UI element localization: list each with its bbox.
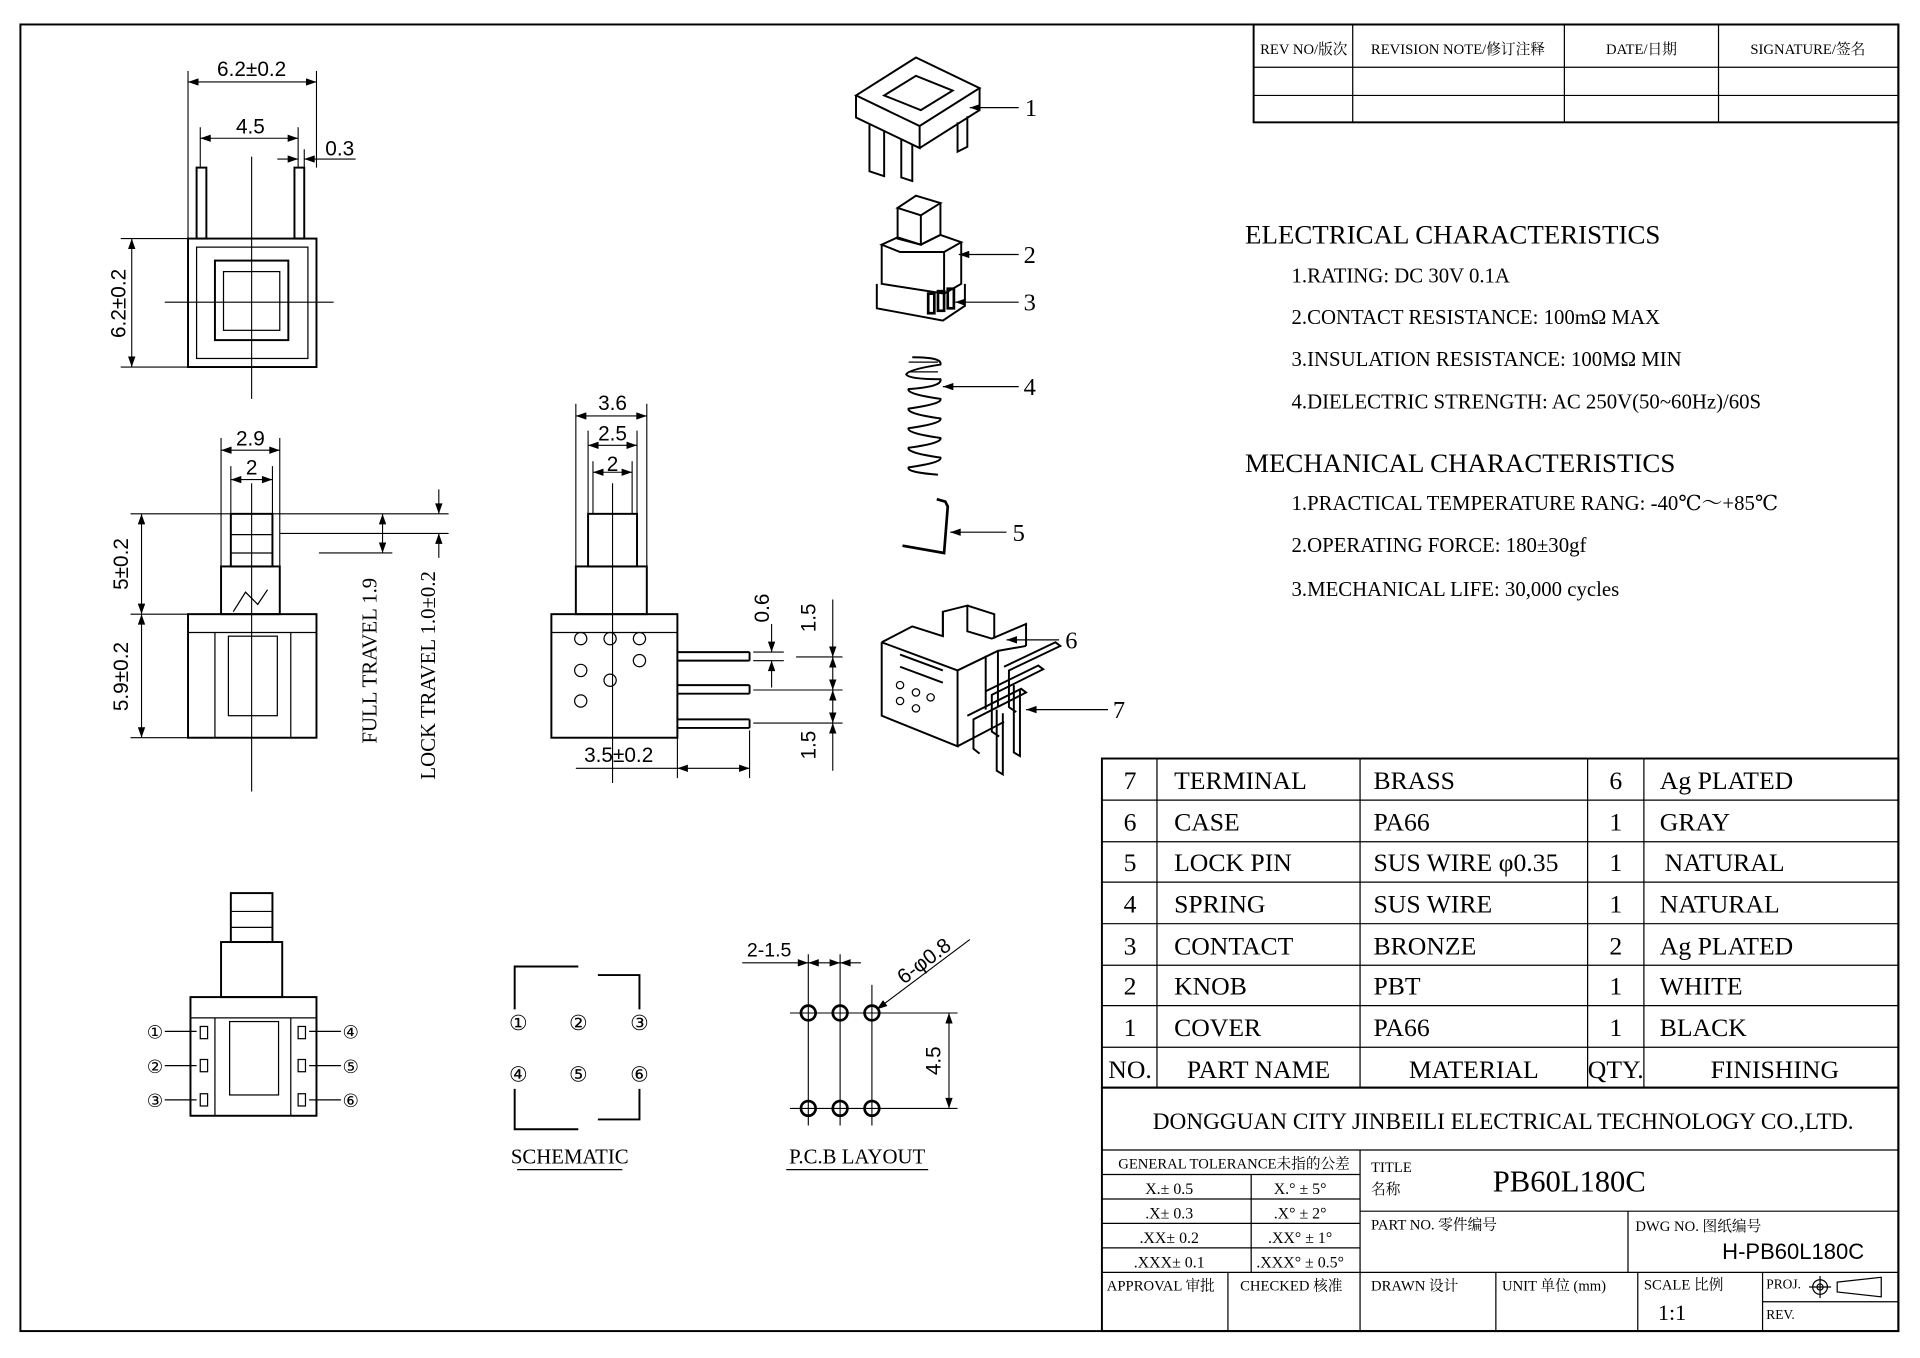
side-view <box>110 427 449 791</box>
schematic-pin-5: ⑤ <box>568 1062 588 1087</box>
title-block <box>1102 1088 1898 1331</box>
bom-row <box>1124 766 1794 795</box>
dim-side-body-height: 5.9±0.2 <box>110 641 134 712</box>
tolerance-table <box>1102 1155 1360 1272</box>
bom-table <box>1102 759 1898 1088</box>
pcb-layout-label: P.C.B LAYOUT <box>789 1145 926 1169</box>
callout-5: 5 <box>1012 519 1025 547</box>
bom-qty: 1 <box>1609 971 1623 1001</box>
pin-label-3: ③ <box>146 1091 164 1113</box>
mechanical-item: 1.PRACTICAL TEMPERATURE RANG: -40℃～+85℃ <box>1291 492 1779 516</box>
schematic-label: SCHEMATIC <box>510 1145 629 1169</box>
title-label-cn: 名称 <box>1371 1182 1401 1199</box>
dim-front-pin-thickness: 0.6 <box>751 593 775 623</box>
top-view <box>108 58 356 399</box>
tolerance-linear: X.± 0.5 <box>1145 1181 1194 1199</box>
bom-no: 2 <box>1123 971 1137 1001</box>
drawing-title: PB60L180C <box>1492 1164 1646 1199</box>
checked-label: CHECKED 核准 <box>1240 1278 1343 1295</box>
callout-7: 7 <box>1112 697 1126 725</box>
mechanical-item: 3.MECHANICAL LIFE: 30,000 cycles <box>1291 577 1620 601</box>
bom-header-material: MATERIAL <box>1408 1054 1539 1084</box>
drawn-label: DRAWN 设计 <box>1371 1278 1459 1295</box>
bom-finishing: WHITE <box>1659 971 1743 1001</box>
bom-finishing: NATURAL <box>1664 848 1785 878</box>
approval-label: APPROVAL 审批 <box>1106 1278 1215 1295</box>
rev-header-date: DATE/日期 <box>1605 41 1677 58</box>
bom-part: COVER <box>1174 1013 1262 1043</box>
pin-label-4: ④ <box>342 1022 359 1044</box>
scale-label: SCALE 比例 <box>1643 1277 1724 1294</box>
electrical-title: ELECTRICAL CHARACTERISTICS <box>1245 219 1661 250</box>
dim-front-pin-length: 3.5±0.2 <box>584 744 654 768</box>
tolerance-angular: X.° ± 5° <box>1273 1181 1327 1199</box>
dwg-no-label: DWG NO. 图纸编号 <box>1635 1218 1762 1235</box>
mechanical-title: MECHANICAL CHARACTERISTICS <box>1245 448 1676 479</box>
electrical-characteristics <box>1245 219 1761 413</box>
dim-pcb-holes: 6-φ0.8 <box>893 933 956 989</box>
bom-part: KNOB <box>1174 971 1247 1001</box>
bom-part: CONTACT <box>1174 931 1294 961</box>
tolerance-angular: .XXX° ± 0.5° <box>1256 1254 1344 1272</box>
bom-part: LOCK PIN <box>1174 848 1292 878</box>
proj-label: PROJ. <box>1766 1276 1801 1292</box>
company-name: DONGGUAN CITY JINBEILI ELECTRICAL TECHNOLOGY CO.,LTD. <box>1152 1109 1854 1136</box>
electrical-item: 3.INSULATION RESISTANCE: 100MΩ MIN <box>1291 347 1682 371</box>
unit-label: UNIT 单位 (mm) <box>1501 1278 1607 1295</box>
bom-header-no: NO. <box>1108 1054 1152 1084</box>
bom-qty: 1 <box>1609 889 1623 919</box>
dim-top-pin: 0.3 <box>325 137 355 161</box>
bom-material: SUS WIRE <box>1373 889 1493 919</box>
bom-qty: 1 <box>1609 848 1623 878</box>
schematic-pin-6: ⑥ <box>630 1062 649 1087</box>
schematic-pin-4: ④ <box>509 1062 528 1087</box>
tolerance-header: GENERAL TOLERANCE未指的公差 <box>1118 1156 1350 1173</box>
bom-header-row <box>1108 1055 1839 1084</box>
bom-no: 7 <box>1123 766 1137 796</box>
rev-header-signature: SIGNATURE/签名 <box>1750 41 1866 58</box>
tolerance-linear: .XXX± 0.1 <box>1133 1254 1205 1272</box>
electrical-item: 2.CONTACT RESISTANCE: 100mΩ MAX <box>1291 306 1661 330</box>
projection-symbol-icon <box>1809 1276 1881 1298</box>
callout-2: 2 <box>1023 242 1036 270</box>
bom-finishing: NATURAL <box>1659 889 1780 919</box>
bom-row <box>1124 972 1743 1001</box>
bom-header-qty: QTY. <box>1587 1054 1644 1084</box>
bom-material: SUS WIRE φ0.35 <box>1373 848 1559 878</box>
bom-header-part: PART NAME <box>1186 1054 1331 1084</box>
front-view <box>551 392 842 783</box>
bom-header-finishing: FINISHING <box>1710 1054 1840 1084</box>
mechanical-item: 2.OPERATING FORCE: 180±30gf <box>1291 533 1587 557</box>
bom-qty: 1 <box>1609 807 1623 837</box>
bom-row <box>1124 890 1780 919</box>
dwg-no: H-PB60L180C <box>1722 1238 1865 1264</box>
bom-material: BRASS <box>1373 766 1455 796</box>
dim-top-inner: 4.5 <box>235 115 265 139</box>
schematic-pin-2: ② <box>568 1011 588 1036</box>
bom-row <box>1124 808 1731 837</box>
dim-top-width: 6.2±0.2 <box>217 57 287 81</box>
bom-qty: 1 <box>1609 1013 1623 1043</box>
exploded-view <box>856 58 1125 775</box>
dim-side-stroke-height: 5±0.2 <box>110 538 134 590</box>
bom-no: 4 <box>1123 889 1137 919</box>
electrical-item: 1.RATING: DC 30V 0.1A <box>1291 264 1510 288</box>
dim-pcb-row-spacing: 4.5 <box>922 1046 946 1076</box>
title-label: TITLE <box>1371 1160 1412 1177</box>
callout-6: 6 <box>1065 627 1078 655</box>
callout-1: 1 <box>1024 95 1038 123</box>
bom-row <box>1124 848 1785 877</box>
bom-material: PA66 <box>1373 1013 1430 1043</box>
bom-part: SPRING <box>1174 889 1266 919</box>
bom-finishing: BLACK <box>1659 1013 1747 1043</box>
dim-side-upper: 2.9 <box>235 427 265 451</box>
tolerance-angular: .XX° ± 1° <box>1267 1229 1333 1247</box>
schematic-pin-3: ③ <box>630 1011 649 1036</box>
rev-header-note: REVISION NOTE/修订注释 <box>1370 41 1545 58</box>
bom-material: PBT <box>1373 971 1421 1001</box>
dim-top-height: 6.2±0.2 <box>107 268 131 339</box>
dim-full-travel: FULL TRAVEL 1.9 <box>358 577 382 744</box>
pin-label-2: ② <box>146 1056 164 1078</box>
rev-label: REV. <box>1766 1306 1795 1322</box>
pin-label-6: ⑥ <box>342 1091 359 1113</box>
pin-view <box>147 893 359 1116</box>
pin-label-5: ⑤ <box>342 1056 359 1078</box>
bom-row <box>1124 931 1794 960</box>
cover-part <box>856 58 1037 182</box>
tolerance-linear: .XX± 0.2 <box>1139 1229 1199 1247</box>
terminal-part <box>967 642 1125 774</box>
rev-header-rev-no: REV NO/版次 <box>1260 41 1348 58</box>
pin-label-1: ① <box>146 1022 164 1044</box>
bom-no: 6 <box>1123 807 1137 837</box>
bom-row <box>1124 1013 1748 1042</box>
case-part <box>882 606 1078 747</box>
dim-pcb-pitch: 2-1.5 <box>746 939 792 962</box>
bom-material: BRONZE <box>1373 931 1477 961</box>
dim-front-pitch-lower: 1.5 <box>797 730 821 760</box>
bom-qty: 6 <box>1609 766 1623 796</box>
contact-part <box>928 289 1036 317</box>
dim-front-plunger: 2 <box>606 453 619 477</box>
lock-pin-part <box>902 499 1024 553</box>
bom-finishing: Ag PLATED <box>1659 766 1794 796</box>
callout-3: 3 <box>1023 289 1036 317</box>
callout-4: 4 <box>1023 374 1036 402</box>
bom-material: PA66 <box>1373 807 1430 837</box>
pcb-layout <box>742 934 970 1170</box>
tolerance-angular: .X° ± 2° <box>1273 1205 1327 1223</box>
schematic <box>509 967 649 1170</box>
revision-block <box>1254 24 1899 122</box>
bom-part: CASE <box>1174 807 1240 837</box>
bom-qty: 2 <box>1609 931 1623 961</box>
dim-side-plunger: 2 <box>245 456 258 480</box>
bom-no: 3 <box>1123 931 1137 961</box>
tolerance-linear: .X± 0.3 <box>1145 1205 1194 1223</box>
bom-no: 1 <box>1123 1013 1137 1043</box>
mechanical-characteristics <box>1245 448 1778 601</box>
part-no-label: PART NO. 零件编号 <box>1371 1217 1497 1234</box>
spring-part <box>906 357 1036 474</box>
bom-finishing: GRAY <box>1659 807 1731 837</box>
dim-front-pitch-upper: 1.5 <box>797 603 821 633</box>
schematic-pin-1: ① <box>509 1011 528 1036</box>
dim-lock-travel: LOCK TRAVEL 1.0±0.2 <box>417 571 441 780</box>
bom-finishing: Ag PLATED <box>1659 931 1794 961</box>
dim-front-mid: 2.5 <box>598 422 627 446</box>
bom-no: 5 <box>1123 848 1137 878</box>
electrical-item: 4.DIELECTRIC STRENGTH: AC 250V(50~60Hz)/60S <box>1291 390 1762 414</box>
dim-front-upper: 3.6 <box>598 391 627 415</box>
scale-value: 1:1 <box>1657 1300 1687 1326</box>
bom-part: TERMINAL <box>1174 766 1307 796</box>
